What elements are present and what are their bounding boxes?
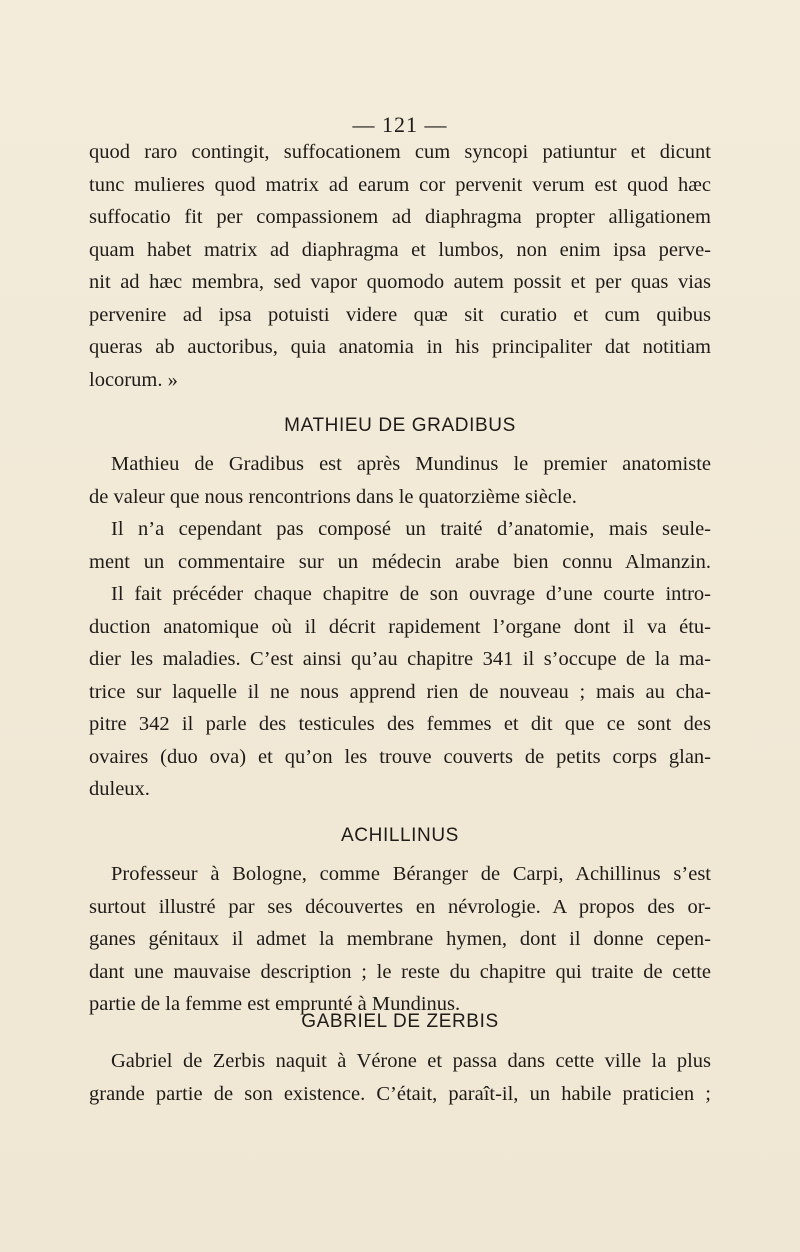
text-line: tunc mulieres quod matrix ad earum cor pervenit verum est quod hæc <box>89 173 711 196</box>
paragraph-mathieu-de-gradibus <box>89 448 711 806</box>
text-line: pitre 342 il parle des testicules des femmes et dit que ce sont des <box>89 713 711 735</box>
paragraph-latin-quote <box>89 136 711 396</box>
text-line: grande partie de son existence. C’était, paraît-il, un habile praticien ; <box>89 1082 711 1105</box>
text-line: surtout illustré par ses découvertes en névrologie. A propos des or- <box>89 895 711 918</box>
text-line: de valeur que nous rencontrions dans le quatorzième siècle. <box>89 485 577 508</box>
text-line: Mathieu de Gradibus est après Mundinus le premier anatomiste <box>111 453 711 475</box>
text-line: duleux. <box>89 778 150 800</box>
text-line: quod raro contingit, suffocationem cum syncopi patiuntur et dicunt <box>89 141 711 163</box>
text-line: Il fait précéder chaque chapitre de son ouvrage d’une courte intro- <box>111 583 711 605</box>
section-heading-mathieu-de-gradibus: MATHIEU DE GRADIBUS <box>284 415 516 436</box>
text-line: duction anatomique où il décrit rapidement l’organe dont il va étu- <box>89 615 711 638</box>
text-line: queras ab auctoribus, quia anatomia in his principaliter dat notitiam <box>89 336 711 358</box>
text-line: Professeur à Bologne, comme Béranger de Carpi, Achillinus s’est <box>111 863 711 885</box>
section-heading-achillinus: ACHILLINUS <box>341 825 459 846</box>
text-line: ment un commentaire sur un médecin arabe bien connu Almanzin. <box>89 550 711 573</box>
text-line: Il n’a cependant pas composé un traité d’anatomie, mais seule- <box>111 518 711 540</box>
text-line: trice sur laquelle il ne nous apprend rien de nouveau ; mais au cha- <box>89 680 711 703</box>
paragraph-gabriel-de-zerbis <box>89 1045 711 1110</box>
page-number: — 121 — <box>352 112 448 137</box>
paragraph-achillinus <box>89 858 711 1021</box>
text-line: Gabriel de Zerbis naquit à Vérone et passa dans cette ville la plus <box>111 1050 711 1072</box>
section-heading-gabriel-de-zerbis: GABRIEL DE ZERBIS <box>301 1011 499 1032</box>
text-line: partie de la femme est emprunté à Mundinus. <box>89 993 461 1015</box>
text-line: suffocatio fit per compassionem ad diaphragma propter alligationem <box>89 206 711 228</box>
text-line: dant une mauvaise description ; le reste du chapitre qui traite de cette <box>89 960 711 983</box>
text-line: ovaires (duo ova) et qu’on les trouve couverts de petits corps glan- <box>89 745 711 768</box>
text-line: locorum. » <box>89 368 178 391</box>
text-line: dier les maladies. C’est ainsi qu’au chapitre 341 il s’occupe de la ma- <box>89 648 711 670</box>
text-line: ganes génitaux il admet la membrane hymen, dont il donne cepen- <box>89 928 711 950</box>
text-line: pervenire ad ipsa potuisti videre quæ sit curatio et cum quibus <box>89 303 711 326</box>
text-line: quam habet matrix ad diaphragma et lumbos, non enim ipsa perve- <box>89 238 711 261</box>
text-line: nit ad hæc membra, sed vapor quomodo autem possit et per quas vias <box>89 271 711 293</box>
